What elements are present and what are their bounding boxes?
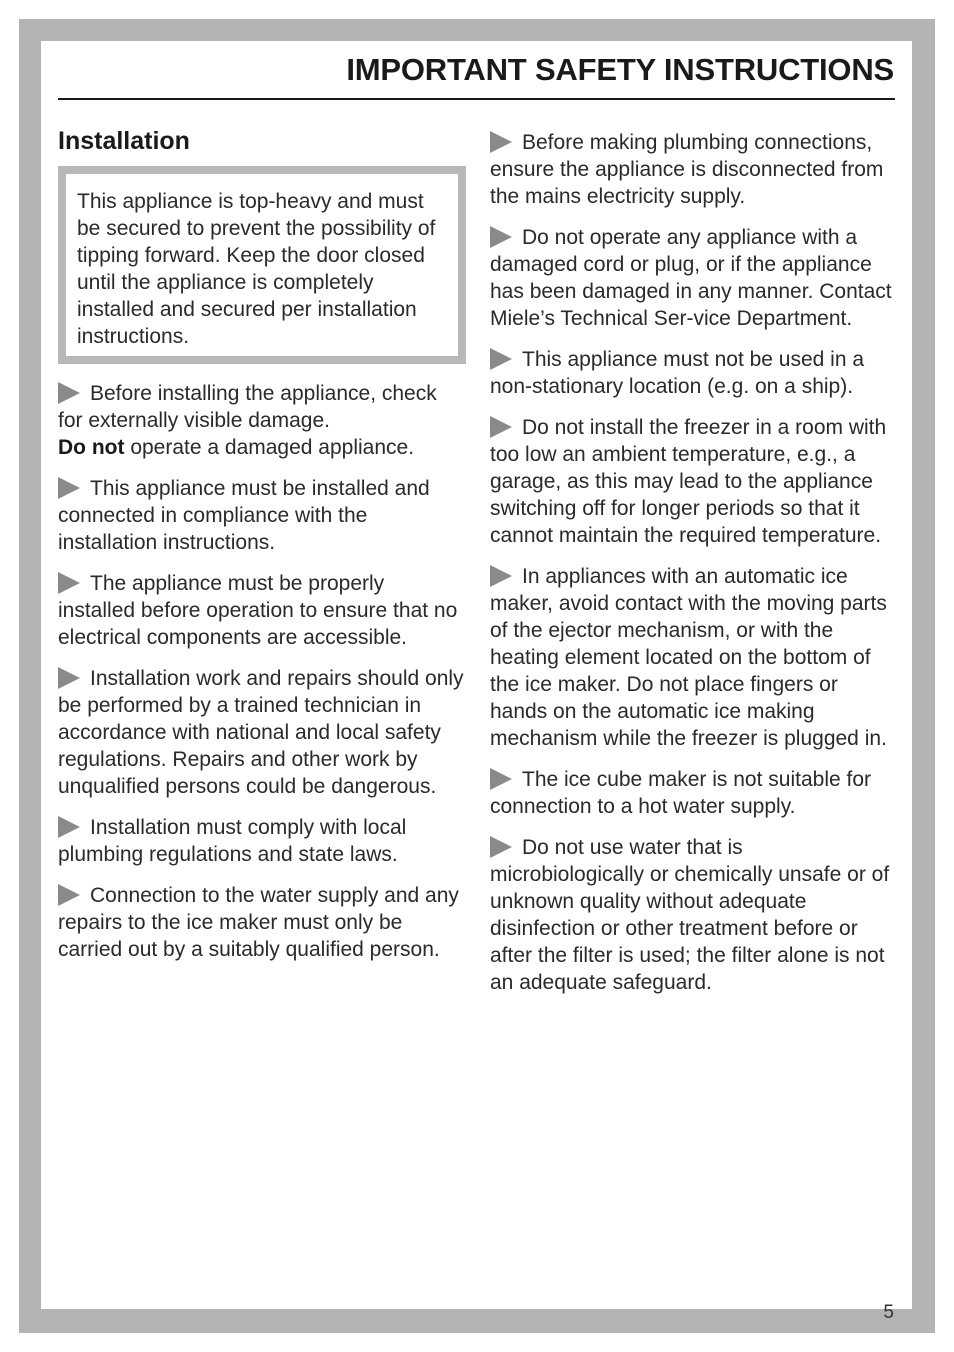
instruction-text: Do not use water that is microbiologically or chemically unsafe or of unknown quality without adequate disinfection or other treatment before or after the filter is used; the filter alone is not an adequate safeguard. — [490, 836, 890, 994]
bullet-arrow-icon — [58, 884, 80, 906]
bullet-arrow-icon — [490, 226, 512, 248]
bullet-arrow-icon — [490, 565, 512, 587]
instruction-item — [58, 882, 466, 963]
bullet-arrow-icon — [490, 416, 512, 438]
instruction-text: Do not install the freezer in a room with too low an ambient temperature, e.g., a garage, as this may lead to the appliance switching off for longer periods so that it cannot maintain the required temperature. — [490, 416, 887, 547]
bullet-arrow-icon — [490, 836, 512, 858]
instruction-item — [490, 563, 896, 752]
instruction-text: Before installing the appliance, check for externally visible damage. — [58, 382, 437, 432]
bullet-arrow-icon — [490, 131, 512, 153]
instruction-item — [58, 814, 466, 868]
instruction-item — [490, 766, 896, 820]
instruction-text: This appliance must not be used in a non-stationary location (e.g. on a ship). — [490, 348, 865, 398]
section-heading-installation: Installation — [58, 127, 190, 155]
instruction-text: Installation must comply with local plumbing regulations and state laws. — [58, 816, 407, 866]
instruction-item — [490, 346, 896, 400]
instruction-text: Before making plumbing connections, ensure the appliance is disconnected from the mains electricity supply. — [490, 131, 884, 208]
instruction-item — [58, 570, 466, 651]
warning-text: This appliance is top-heavy and must be secured to prevent the possibility of tipping forward. Keep the door closed until the appliance is completely installed and secured per installation instructions. — [77, 190, 436, 348]
bullet-arrow-icon — [490, 768, 512, 790]
instruction-text: In appliances with an automatic ice maker, avoid contact with the moving parts of the ejector mechanism, or with the heating element located on the bottom of the ice maker. Do not place fingers or hands on the automatic ice making mechanism while the freezer is plugged in. — [490, 565, 887, 750]
left-column — [58, 126, 466, 977]
bullet-arrow-icon — [58, 667, 80, 689]
right-column — [490, 129, 896, 1010]
instruction-item — [490, 834, 896, 996]
page-title: IMPORTANT SAFETY INSTRUCTIONS — [346, 52, 894, 87]
instruction-text: operate a damaged appliance. — [130, 436, 415, 459]
instruction-item — [490, 129, 896, 210]
bullet-arrow-icon — [58, 477, 80, 499]
instruction-item — [58, 380, 466, 461]
instruction-text: Installation work and repairs should only be performed by a trained technician in accordance with national and local safety regulations. Repairs and other work by unqualified persons could be dangerous. — [58, 667, 464, 798]
instruction-text: This appliance must be installed and connected in compliance with the installation instructions. — [58, 477, 430, 554]
bullet-arrow-icon — [490, 348, 512, 370]
instruction-text: Connection to the water supply and any repairs to the ice maker must only be carried out by a suitably qualified person. — [58, 884, 459, 961]
instruction-item — [490, 224, 896, 332]
instruction-text: The ice cube maker is not suitable for connection to a hot water supply. — [490, 768, 872, 818]
instruction-emphasis: Do not — [58, 436, 125, 459]
warning-box — [58, 166, 466, 364]
instruction-item — [490, 414, 896, 549]
instruction-item — [58, 665, 466, 800]
bullet-arrow-icon — [58, 816, 80, 838]
bullet-arrow-icon — [58, 572, 80, 594]
bullet-arrow-icon — [58, 382, 80, 404]
page-number: 5 — [883, 1302, 894, 1323]
instruction-text: The appliance must be properly installed before operation to ensure that no electrical components are accessible. — [58, 572, 458, 649]
instruction-item — [58, 475, 466, 556]
header-divider — [58, 98, 895, 100]
instruction-text: Do not operate any appliance with a damaged cord or plug, or if the appliance has been damaged in any manner. Contact Miele’s Technical Ser-vice Department. — [490, 226, 892, 330]
